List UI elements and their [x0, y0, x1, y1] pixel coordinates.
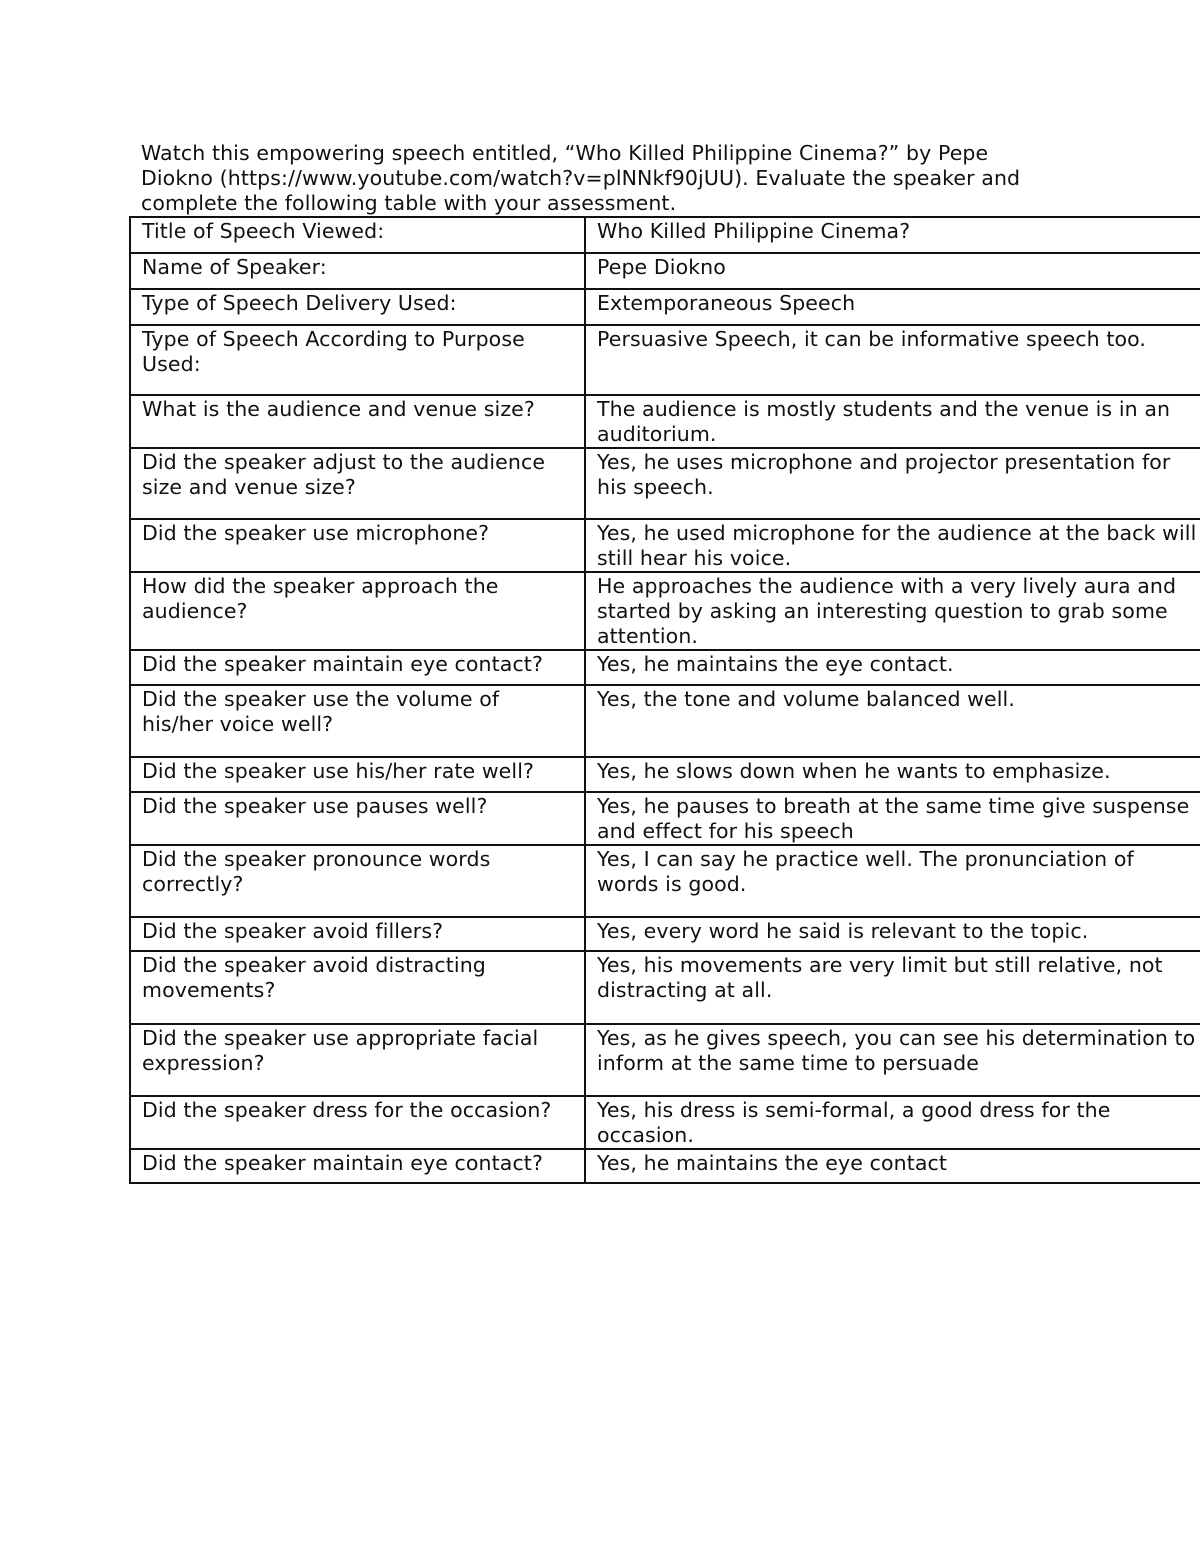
table-row: [130, 1149, 1200, 1183]
question-cell: What is the audience and venue size?: [130, 395, 585, 448]
table-row: [130, 1024, 1200, 1096]
intro-line: Watch this empowering speech entitled, “Who Killed Philippine Cinema?” by Pepe: [141, 141, 989, 165]
table-row: [130, 325, 1200, 395]
answer-cell: Yes, his dress is semi-formal, a good dress for the occasion.: [585, 1096, 1200, 1149]
answer-cell: Yes, his movements are very limit but still relative, not distracting at all.: [585, 951, 1200, 1024]
question-cell: Did the speaker use pauses well?: [130, 792, 585, 845]
table-row: [130, 792, 1200, 845]
table-row: [130, 289, 1200, 325]
table-row: [130, 395, 1200, 448]
table-row: [130, 253, 1200, 289]
table-row: [130, 217, 1200, 253]
question-cell: Type of Speech According to Purpose Used:: [130, 325, 585, 395]
answer-cell: Yes, he slows down when he wants to emphasize.: [585, 757, 1200, 792]
question-cell: Did the speaker dress for the occasion?: [130, 1096, 585, 1149]
table-row: [130, 917, 1200, 951]
answer-cell: The audience is mostly students and the venue is in an auditorium.: [585, 395, 1200, 448]
table-row: [130, 519, 1200, 572]
answer-cell: Pepe Diokno: [585, 253, 1200, 289]
table-row: [130, 1096, 1200, 1149]
intro-line: complete the following table with your assessment.: [141, 191, 677, 215]
question-cell: Did the speaker maintain eye contact?: [130, 650, 585, 685]
question-cell: Did the speaker use his/her rate well?: [130, 757, 585, 792]
answer-cell: Yes, he maintains the eye contact: [585, 1149, 1200, 1183]
intro-paragraph: [141, 141, 1141, 216]
answer-cell: Yes, the tone and volume balanced well.: [585, 685, 1200, 757]
answer-cell: Persuasive Speech, it can be informative speech too.: [585, 325, 1200, 395]
question-cell: Type of Speech Delivery Used:: [130, 289, 585, 325]
table-row: [130, 845, 1200, 917]
answer-cell: Yes, I can say he practice well. The pronunciation of words is good.: [585, 845, 1200, 917]
answer-cell: Yes, every word he said is relevant to the topic.: [585, 917, 1200, 951]
assessment-table-body: [130, 217, 1200, 1183]
table-row: [130, 650, 1200, 685]
answer-cell: Yes, he uses microphone and projector presentation for his speech.: [585, 448, 1200, 519]
question-cell: Did the speaker use microphone?: [130, 519, 585, 572]
question-cell: Did the speaker use appropriate facial expression?: [130, 1024, 585, 1096]
question-cell: Did the speaker use the volume of his/her voice well?: [130, 685, 585, 757]
answer-cell: Yes, he used microphone for the audience at the back will still hear his voice.: [585, 519, 1200, 572]
table-row: [130, 757, 1200, 792]
assessment-table: [129, 216, 1200, 1184]
answer-cell: Yes, as he gives speech, you can see his determination to inform at the same time to persuade: [585, 1024, 1200, 1096]
question-cell: Did the speaker pronounce words correctly?: [130, 845, 585, 917]
answer-cell: Who Killed Philippine Cinema?: [585, 217, 1200, 253]
question-cell: Did the speaker adjust to the audience size and venue size?: [130, 448, 585, 519]
table-row: [130, 572, 1200, 650]
question-cell: Did the speaker avoid distracting movements?: [130, 951, 585, 1024]
question-cell: Did the speaker maintain eye contact?: [130, 1149, 585, 1183]
answer-cell: Yes, he maintains the eye contact.: [585, 650, 1200, 685]
question-cell: How did the speaker approach the audience?: [130, 572, 585, 650]
answer-cell: Extemporaneous Speech: [585, 289, 1200, 325]
answer-cell: He approaches the audience with a very lively aura and started by asking an interesting question to grab some attention.: [585, 572, 1200, 650]
question-cell: Title of Speech Viewed:: [130, 217, 585, 253]
table-row: [130, 951, 1200, 1024]
table-row: [130, 685, 1200, 757]
question-cell: Did the speaker avoid fillers?: [130, 917, 585, 951]
question-cell: Name of Speaker:: [130, 253, 585, 289]
table-row: [130, 448, 1200, 519]
intro-line: Diokno (https://www.youtube.com/watch?v=plNNkf90jUU). Evaluate the speaker and: [141, 166, 1021, 190]
answer-cell: Yes, he pauses to breath at the same time give suspense and effect for his speech: [585, 792, 1200, 845]
